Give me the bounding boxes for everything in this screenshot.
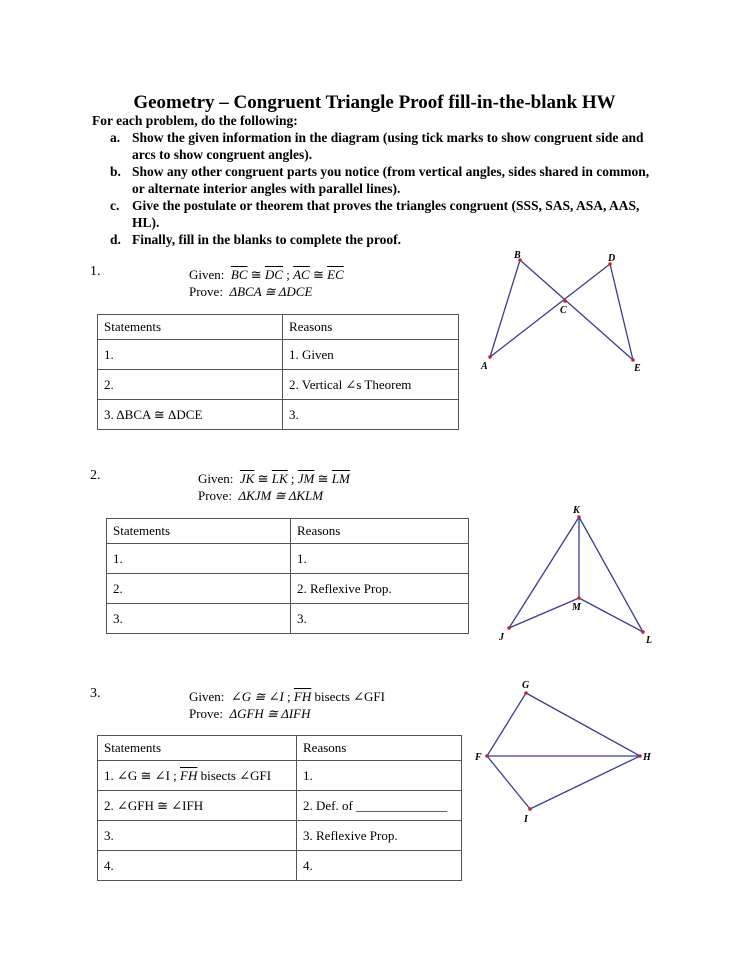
segment-jm: $\overline{JM}$ (297, 471, 315, 486)
point-label-e: E (634, 363, 641, 374)
prove-statement: ΔGFH ≅ ΔIFH (229, 706, 311, 721)
statement-cell: 1. (98, 340, 283, 370)
header-reasons: Reasons (297, 736, 462, 761)
prove-line (189, 283, 312, 300)
intro-text: For each problem, do the following: (92, 113, 298, 128)
given-label: Given: (189, 689, 225, 704)
segment-bc: $\overline{BC}$ (230, 267, 248, 282)
segment-ac: $\overline{AC}$ (293, 267, 310, 282)
statement-rest: bisects ∠GFI (197, 767, 272, 783)
header-statements: Statements (98, 736, 297, 761)
segment-lm: $\overline{LM}$ (331, 471, 350, 486)
statement-cell: 3. (98, 821, 297, 851)
statement-cell: 2. (98, 370, 283, 400)
given-line (189, 688, 385, 705)
instruction-text: Show any other congruent parts you notice (from vertical angles, sides shared in common, or alternate interior angles with parallel lines). (132, 164, 650, 196)
instruction-text: Finally, fill in the blanks to complete the proof. (132, 232, 402, 247)
reason-cell: 1. (291, 544, 469, 574)
problem-number: 3. (90, 686, 101, 701)
header-reasons: Reasons (283, 315, 459, 340)
instruction-letter: c. (110, 198, 120, 213)
diagram-2 (494, 502, 656, 650)
point-label-i: I (524, 814, 528, 825)
problem-number: 2. (90, 468, 101, 483)
congruent-sign: ≅ (309, 267, 328, 282)
statement-cell: 3. (107, 604, 291, 634)
prove-label: Prove: (198, 488, 232, 503)
reason-cell: 3. Reflexive Prop. (297, 821, 462, 851)
point-label-l: L (646, 635, 653, 646)
statement-angles: 1. ∠G ≅ ∠I ; (104, 767, 181, 783)
point-label-c: C (560, 305, 567, 316)
segment-ec: $\overline{EC}$ (327, 267, 344, 282)
point-label-a: A (481, 361, 488, 372)
instruction-text: Show the given information in the diagram (using tick marks to show congruent side and arcs to show congruent angles). (132, 130, 644, 162)
statement-cell: 3. ΔBCA ≅ ΔDCE (98, 400, 283, 430)
proof-table-2 (106, 518, 469, 634)
reason-cell: 3. (291, 604, 469, 634)
point-label-g: G (522, 680, 530, 691)
given-line (189, 266, 344, 283)
point-label-j: J (499, 632, 504, 643)
separator: ; (283, 689, 294, 704)
instruction-text: Give the postulate or theorem that proves the triangles congruent (SSS, SAS, ASA, AAS, HL). (132, 198, 640, 230)
separator: ; (287, 471, 298, 486)
reason-cell: 2. Def. of ______________ (297, 791, 462, 821)
point-label-m: M (572, 602, 581, 613)
diagram-1 (478, 248, 648, 380)
segment-lk: $\overline{LK}$ (271, 471, 288, 486)
point-label-b: B (514, 250, 521, 261)
reason-cell: 1. Given (283, 340, 459, 370)
point-label-k: K (573, 505, 580, 516)
congruent-sign: ≅ (314, 471, 332, 486)
header-statements: Statements (107, 519, 291, 544)
prove-label: Prove: (189, 284, 223, 299)
reason-cell: 2. Reflexive Prop. (291, 574, 469, 604)
prove-label: Prove: (189, 706, 223, 721)
instruction-letter: d. (110, 232, 121, 247)
reason-cell: 1. (297, 761, 462, 791)
proof-table-1 (97, 314, 459, 430)
given-line (198, 470, 350, 487)
point-label-f: F (475, 752, 482, 763)
segment-jk: $\overline{JK}$ (239, 471, 255, 486)
statement-cell: 4. (98, 851, 297, 881)
statement-cell: 2. ∠GFH ≅ ∠IFH (98, 791, 297, 821)
prove-statement: ΔBCA ≅ ΔDCE (229, 284, 313, 299)
given-label: Given: (198, 471, 234, 486)
reason-cell: 4. (297, 851, 462, 881)
statement-cell: 1. (107, 544, 291, 574)
header-statements: Statements (98, 315, 283, 340)
reason-cell: 2. Vertical ∠s Theorem (283, 370, 459, 400)
point-label-d: D (608, 253, 616, 264)
statement-cell (98, 761, 297, 791)
congruent-sign: ≅ (247, 267, 265, 282)
separator: ; (282, 267, 294, 282)
segment-dc: $\overline{DC}$ (264, 267, 283, 282)
prove-line (189, 705, 310, 722)
diagram-3 (472, 676, 662, 826)
prove-statement: ΔKJM ≅ ΔKLM (238, 488, 324, 503)
header-reasons: Reasons (291, 519, 469, 544)
congruent-sign: ≅ (254, 471, 272, 486)
statement-cell: 2. (107, 574, 291, 604)
prove-line (198, 487, 323, 504)
reason-cell: 3. (283, 400, 459, 430)
instruction-letter: a. (110, 130, 121, 145)
segment-fh: $\overline{FH}$ (293, 689, 312, 704)
point-label-h: H (643, 752, 651, 763)
segment-fh: $\overline{FH}$ (180, 767, 198, 783)
given-label: Given: (189, 267, 225, 282)
proof-table-3 (97, 735, 462, 881)
page-title: Geometry – Congruent Triangle Proof fill-in-the-blank HW (133, 92, 616, 113)
problem-number: 1. (90, 264, 101, 279)
given-rest: bisects ∠GFI (311, 689, 385, 704)
instruction-letter: b. (110, 164, 121, 179)
given-angles: ∠G ≅ ∠I (230, 689, 284, 704)
